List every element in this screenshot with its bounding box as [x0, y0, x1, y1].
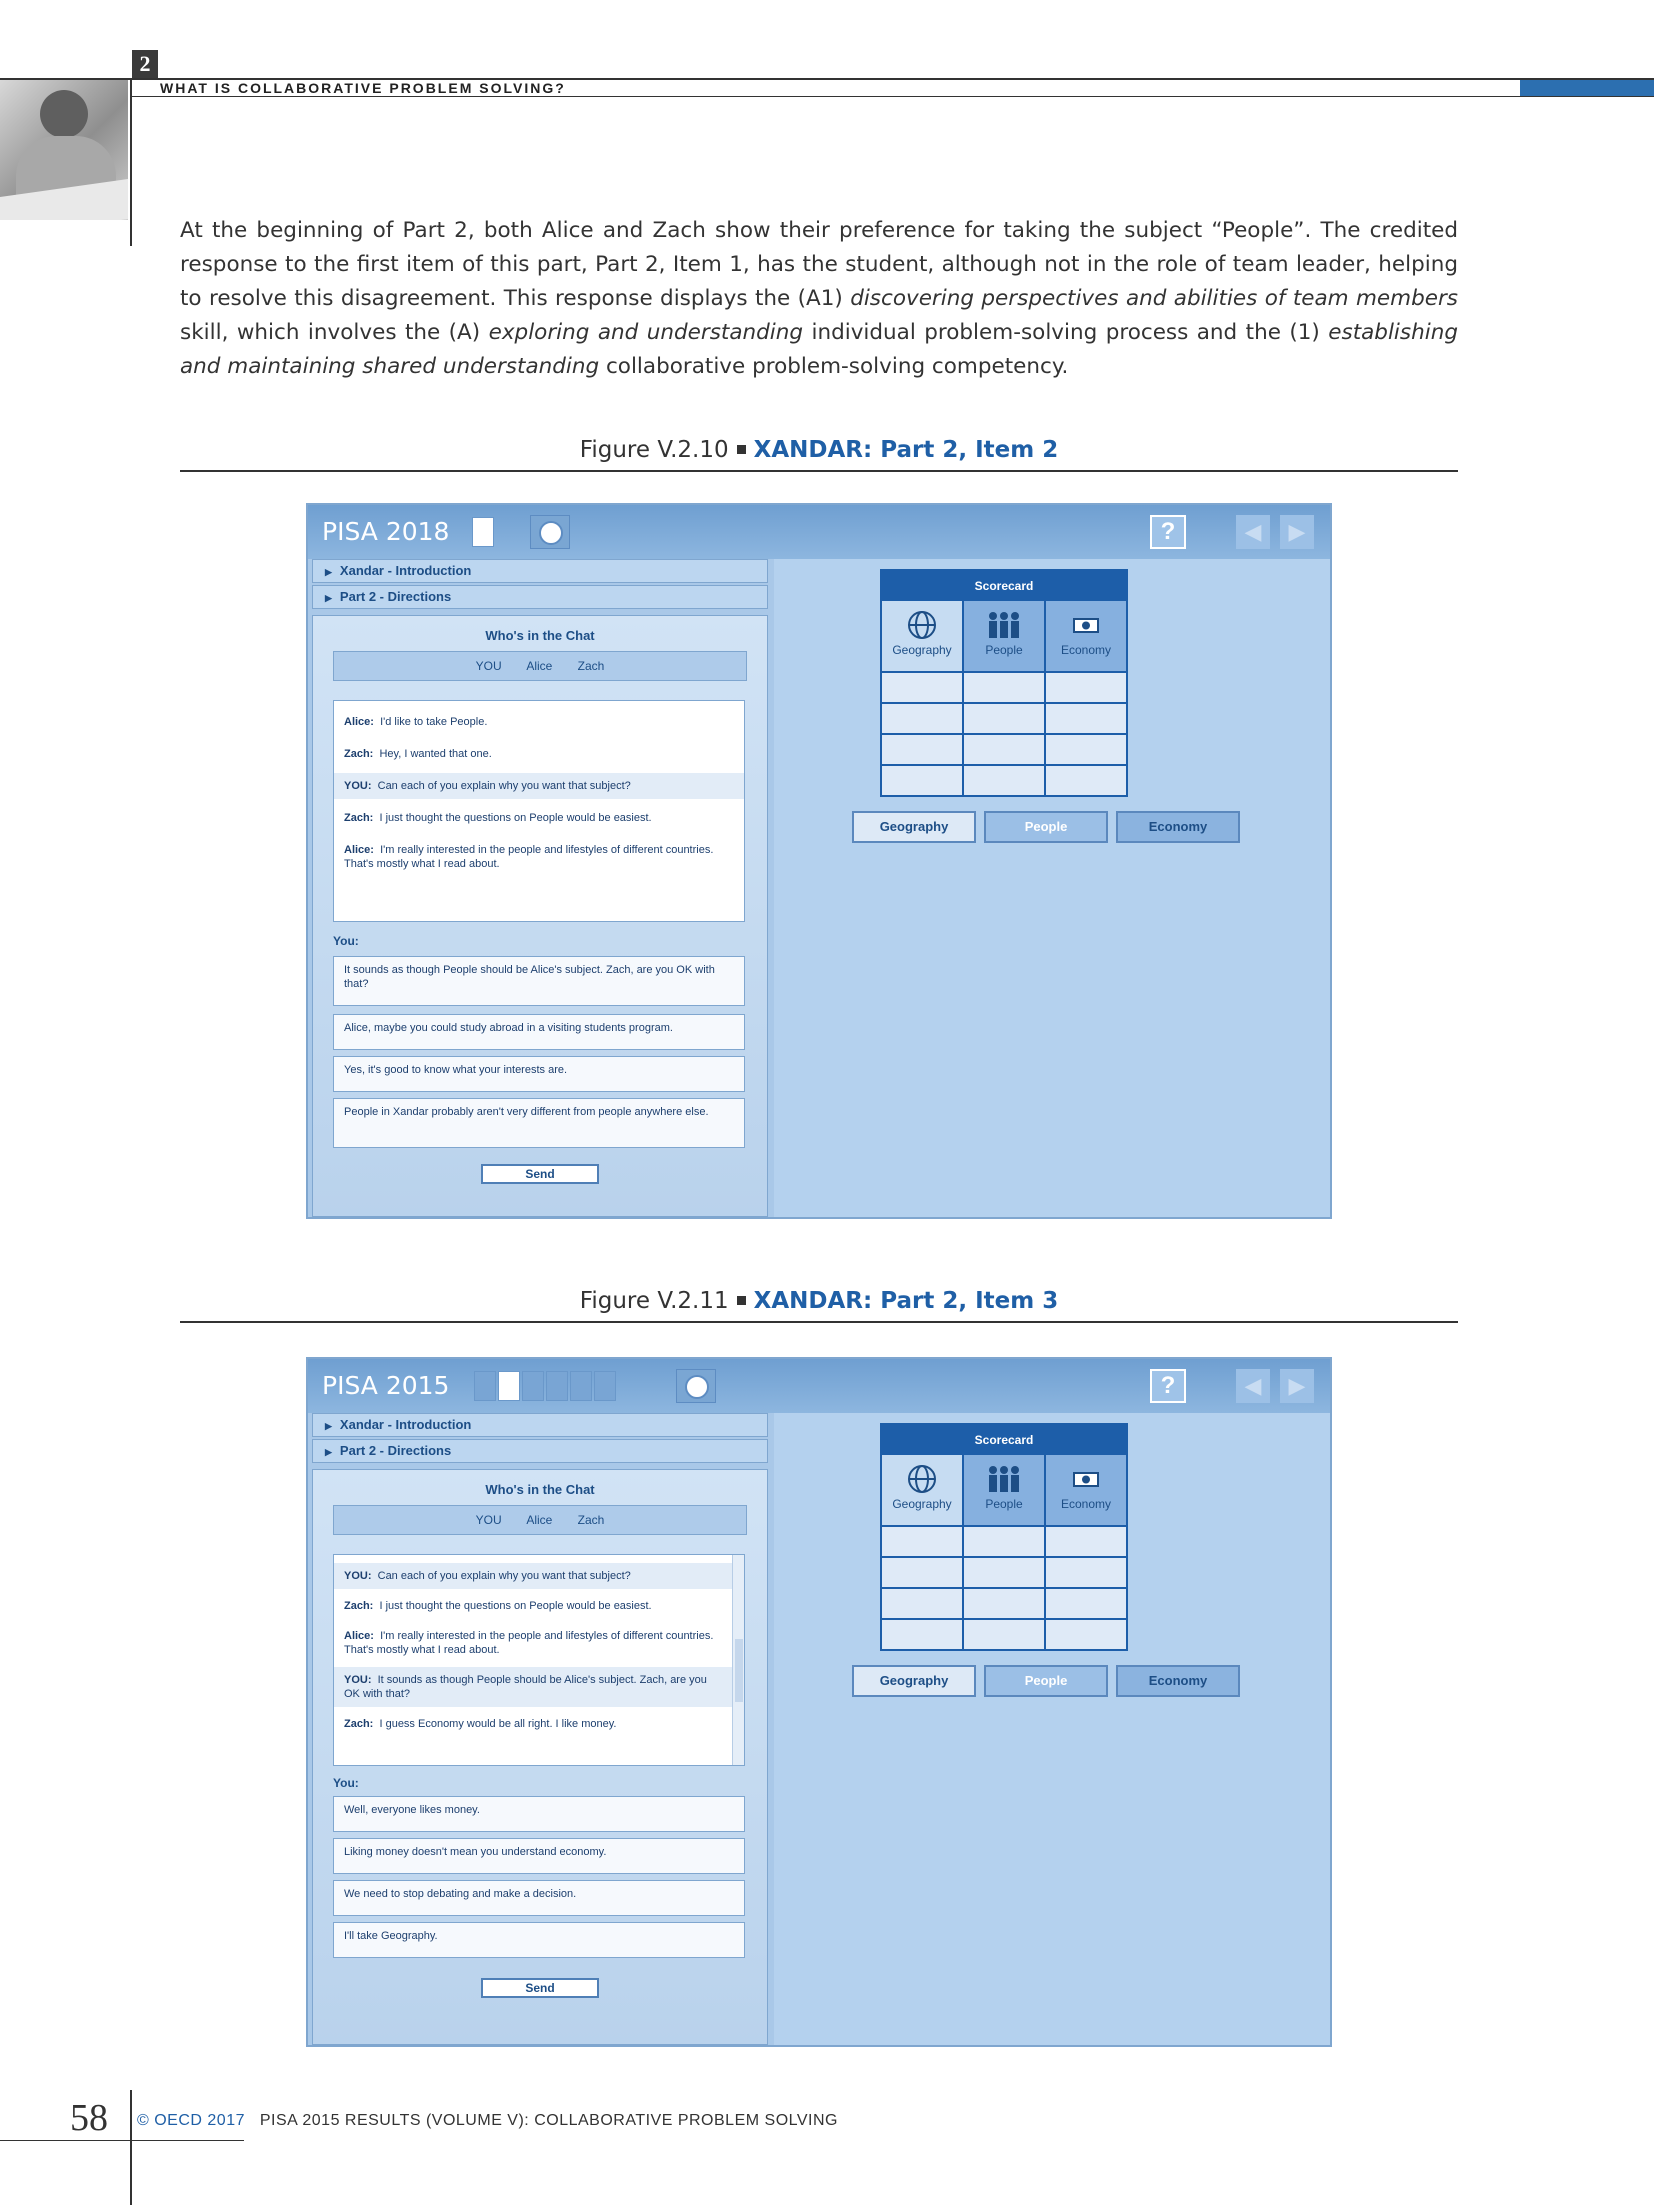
toolbar — [308, 505, 1330, 559]
page-number: 58 — [70, 2097, 108, 2139]
subject-buttons — [852, 1665, 1240, 1697]
para-italic: exploring and understanding — [488, 320, 804, 345]
figure-caption — [180, 436, 1458, 463]
economy-button[interactable]: Economy — [1116, 1665, 1240, 1697]
globe-icon — [906, 1463, 938, 1495]
header-photo — [0, 78, 128, 220]
chat-message: Alice: I'd like to take People. — [344, 716, 488, 728]
send-button[interactable]: Send — [481, 1164, 599, 1184]
footer-text — [137, 2112, 838, 2130]
response-option[interactable]: Well, everyone likes money. — [333, 1796, 745, 1832]
app-logo: PISA 2015 — [322, 1371, 450, 1400]
chat-log — [333, 1554, 745, 1766]
money-icon — [1070, 609, 1102, 641]
chat-message: YOU: It sounds as though People should be Alice's subject. Zach, are you OK with that? — [334, 1667, 732, 1707]
chat-log — [333, 700, 745, 922]
chat-message: Zach: I just thought the questions on People would be easiest. — [344, 1600, 652, 1612]
scorecard-column-geography — [882, 601, 964, 671]
copyright: © OECD 2017 — [137, 2112, 245, 2129]
send-button[interactable]: Send — [481, 1978, 599, 1998]
running-head: WHAT IS COLLABORATIVE PROBLEM SOLVING? — [160, 80, 566, 96]
column-label: Geography — [892, 1497, 952, 1511]
caret-right-icon: ▶ — [325, 1447, 332, 1457]
member-alice: Alice — [526, 1513, 553, 1527]
response-option[interactable]: We need to stop debating and make a decision. — [333, 1880, 745, 1916]
chat-scrollbar[interactable] — [732, 1555, 744, 1765]
chat-message: Zach: Hey, I wanted that one. — [344, 748, 492, 760]
body-paragraph — [180, 214, 1458, 384]
scorecard-column-economy — [1046, 1455, 1126, 1525]
scorecard-row — [882, 1587, 1126, 1618]
scorecard-column-people — [964, 1455, 1046, 1525]
accordion-label: Part 2 - Directions — [339, 1443, 452, 1458]
scorecard-row — [882, 1618, 1126, 1649]
next-arrow-icon[interactable]: ▶ — [1280, 515, 1314, 549]
para-text: skill, which involves the (A) — [180, 320, 489, 345]
caret-right-icon: ▶ — [325, 1421, 332, 1431]
caret-right-icon: ▶ — [325, 593, 332, 603]
column-label: Geography — [892, 643, 952, 657]
para-text: At the beginning of Part 2, both Alice and Zach show their preference for taking the subject “People”. The credited response to the first item of this part, Part 2, Item 1, has the student, although not in the role of team leader, helping to resolve this disagreement. This response displays the (A1) — [180, 218, 1458, 311]
accordion-directions[interactable] — [312, 1439, 768, 1463]
chat-message: Alice: I'm really interested in the people and lifestyles of different countries. That's mostly what I read about. — [344, 844, 714, 870]
right-panel — [774, 1413, 1330, 2045]
column-label: Economy — [1060, 1497, 1112, 1511]
response-option[interactable]: It sounds as though People should be Alice's subject. Zach, are you OK with that? — [333, 956, 745, 1006]
scorecard-row — [882, 1556, 1126, 1587]
caption-bullet-icon — [737, 445, 746, 454]
accordion-label: Part 2 - Directions — [339, 589, 452, 604]
left-panel — [312, 559, 768, 1217]
para-italic: discovering perspectives and abilities of team members — [850, 286, 1458, 311]
economy-button[interactable]: Economy — [1116, 811, 1240, 843]
member-alice: Alice — [526, 659, 553, 673]
chat-message: Zach: I guess Economy would be all right. I like money. — [344, 1718, 617, 1730]
scorecard — [880, 1423, 1128, 1651]
member-zach: Zach — [577, 1513, 605, 1527]
chat-message: Alice: I'm really interested in the people and lifestyles of different countries. That's mostly what I read about. — [344, 1630, 714, 1656]
response-option[interactable]: Yes, it's good to know what your interests are. — [333, 1056, 745, 1092]
you-label: You: — [333, 1776, 359, 1790]
chat-members — [333, 651, 747, 681]
header-vertical-line — [130, 78, 132, 246]
geography-button[interactable]: Geography — [852, 811, 976, 843]
response-option[interactable]: Liking money doesn't mean you understand economy. — [333, 1838, 745, 1874]
chat-message: YOU: Can each of you explain why you want that subject? — [334, 1563, 732, 1589]
back-arrow-icon[interactable]: ◀ — [1236, 1369, 1270, 1403]
back-arrow-icon[interactable]: ◀ — [1236, 515, 1270, 549]
accordion-label: Xandar - Introduction — [339, 1417, 472, 1432]
left-panel — [312, 1413, 768, 2045]
help-button[interactable]: ? — [1150, 515, 1186, 549]
member-you: YOU — [475, 659, 502, 673]
figure-rule — [180, 470, 1458, 472]
scorecard-row — [882, 733, 1126, 764]
figure-title: XANDAR: Part 2, Item 3 — [753, 1288, 1059, 1314]
you-label: You: — [333, 934, 359, 948]
column-label: Economy — [1060, 643, 1112, 657]
timer-icon — [676, 1369, 716, 1403]
progress-indicator — [472, 517, 494, 547]
accordion-introduction[interactable] — [312, 559, 768, 583]
figure-number: Figure V.2.11 — [579, 1288, 729, 1314]
response-option[interactable]: I'll take Geography. — [333, 1922, 745, 1958]
people-icon — [986, 609, 1022, 641]
publication-title: PISA 2015 RESULTS (VOLUME V): COLLABORATIVE PROBLEM SOLVING — [259, 2112, 838, 2129]
caret-right-icon: ▶ — [325, 567, 332, 577]
figure-title: XANDAR: Part 2, Item 2 — [753, 437, 1059, 463]
figure-number: Figure V.2.10 — [579, 437, 729, 463]
scorecard-title: Scorecard — [882, 1425, 1126, 1455]
column-label: People — [985, 643, 1023, 657]
scorecard-column-economy — [1046, 601, 1126, 671]
chat-header: Who's in the Chat — [485, 1482, 595, 1497]
money-icon — [1070, 1463, 1102, 1495]
response-option[interactable]: Alice, maybe you could study abroad in a visiting students program. — [333, 1014, 745, 1050]
scorecard-column-geography — [882, 1455, 964, 1525]
geography-button[interactable]: Geography — [852, 1665, 976, 1697]
next-arrow-icon[interactable]: ▶ — [1280, 1369, 1314, 1403]
scorecard-title: Scorecard — [882, 571, 1126, 601]
globe-icon — [906, 609, 938, 641]
figure-rule — [180, 1321, 1458, 1323]
accordion-label: Xandar - Introduction — [339, 563, 472, 578]
chat-message: YOU: Can each of you explain why you want that subject? — [334, 773, 744, 799]
toolbar — [308, 1359, 1330, 1413]
response-option[interactable]: People in Xandar probably aren't very different from people anywhere else. — [333, 1098, 745, 1148]
assessment-screenshot — [306, 1357, 1332, 2047]
column-label: People — [985, 1497, 1023, 1511]
right-panel — [774, 559, 1330, 1217]
header-accent-bar — [1520, 80, 1654, 96]
scorecard-row — [882, 764, 1126, 795]
scorecard-column-people — [964, 601, 1046, 671]
scorecard-row — [882, 702, 1126, 733]
accordion-directions[interactable] — [312, 585, 768, 609]
progress-indicator — [474, 1371, 616, 1401]
caption-bullet-icon — [737, 1296, 746, 1305]
chat-members — [333, 1505, 747, 1535]
header-rule-lower — [130, 96, 1654, 97]
footer-vertical-line — [130, 2090, 132, 2205]
scorecard-row — [882, 671, 1126, 702]
member-zach: Zach — [577, 659, 605, 673]
chat-header: Who's in the Chat — [485, 628, 595, 643]
para-text: collaborative problem-solving competency. — [599, 354, 1069, 379]
scorecard-row — [882, 1525, 1126, 1556]
accordion-introduction[interactable] — [312, 1413, 768, 1437]
figure-caption — [180, 1287, 1458, 1314]
member-you: YOU — [475, 1513, 502, 1527]
scorecard — [880, 569, 1128, 797]
chat-message: Zach: I just thought the questions on People would be easiest. — [344, 812, 652, 824]
help-button[interactable]: ? — [1150, 1369, 1186, 1403]
subject-buttons — [852, 811, 1240, 843]
people-icon — [986, 1463, 1022, 1495]
footer-rule — [0, 2140, 244, 2141]
app-logo: PISA 2018 — [322, 517, 450, 546]
assessment-screenshot — [306, 503, 1332, 1219]
para-italic: establishing and maintaining shared understanding — [180, 320, 1458, 379]
people-button[interactable]: People — [984, 811, 1108, 843]
people-button[interactable]: People — [984, 1665, 1108, 1697]
timer-icon — [530, 515, 570, 549]
chat-panel — [312, 615, 768, 1217]
chapter-number: 2 — [132, 50, 158, 78]
chat-panel — [312, 1469, 768, 2045]
para-text: individual problem-solving process and the (1) — [803, 320, 1329, 345]
